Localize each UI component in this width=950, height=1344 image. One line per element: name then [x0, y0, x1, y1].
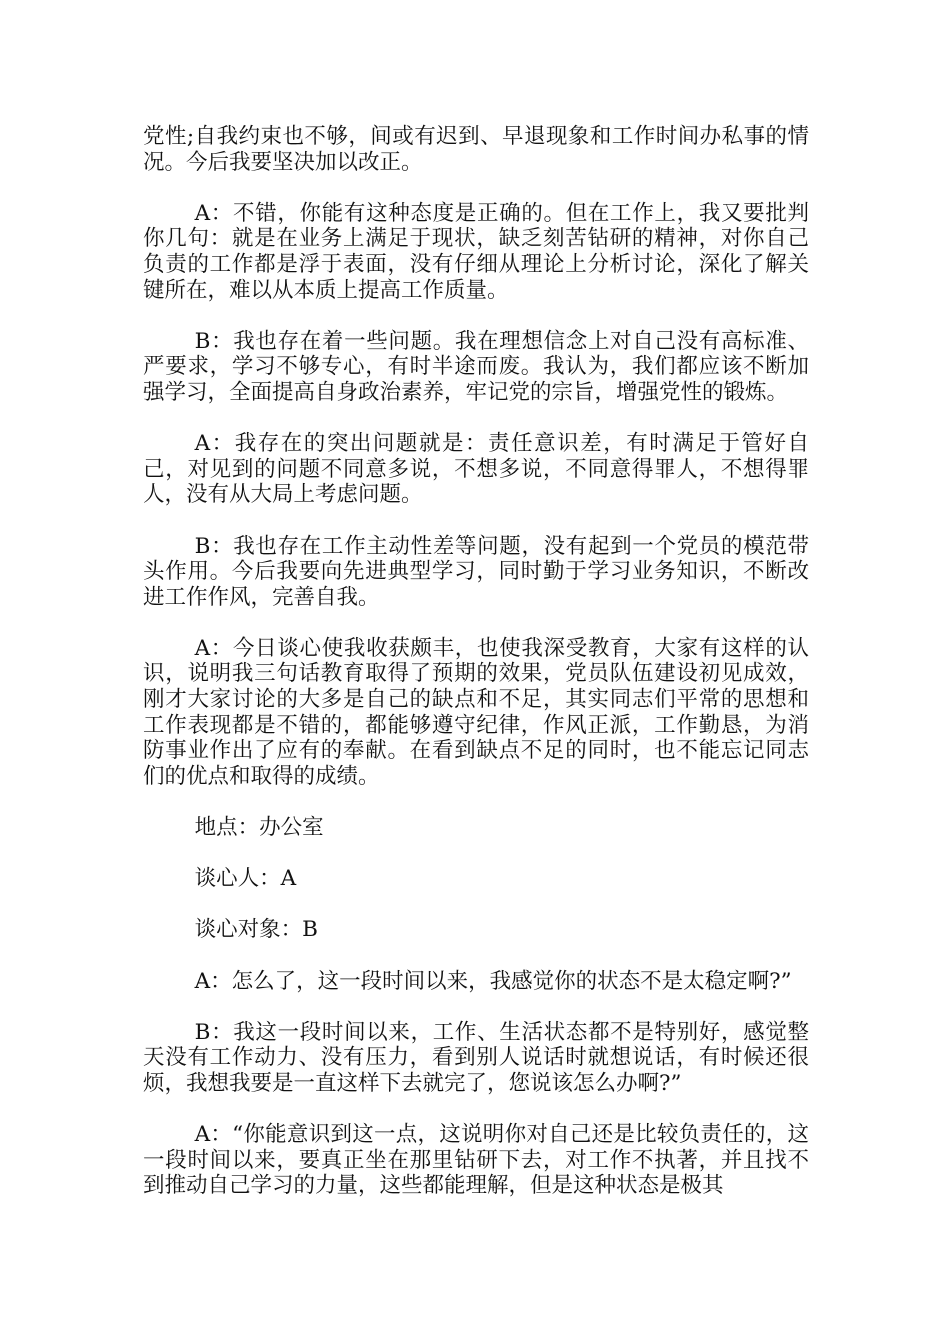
paragraph-12: A：“你能意识到这一点，这说明你对自己还是比较负责任的，这一段时间以来，要真正坐在那里钻研下去，对工作不执著，并且找不到推动自己学习的力量，这些都能理解，但是这种状态是极其: [143, 1122, 809, 1199]
paragraph-10: A：怎么了，这一段时间以来，我感觉你的状态不是太稳定啊?”: [194, 968, 792, 994]
paragraph-1: 党性;自我约束也不够，间或有迟到、早退现象和工作时间办私事的情况。今后我要坚决加以改正。: [143, 124, 809, 175]
paragraph-4: A：我存在的突出问题就是：责任意识差，有时满足于管好自己，对见到的问题不同意多说，不想多说，不同意得罪人，不想得罪人，没有从大局上考虑问题。: [143, 431, 809, 508]
paragraph-2: A：不错，你能有这种态度是正确的。但在工作上，我又要批判你几句：就是在业务上满足于现状，缺乏刻苦钻研的精神，对你自己负责的工作都是浮于表面，没有仔细从理论上分析讨论，深化了解关键所在，难以从本质上提高工作质量。: [143, 200, 809, 303]
document-page: [143, 124, 809, 1225]
paragraph-3: B：我也存在着一些问题。我在理想信念上对自己没有高标准、严要求，学习不够专心，有时半途而废。我认为，我们都应该不断加强学习，全面提高自身政治素养，牢记党的宗旨，增强党性的锻炼。: [143, 328, 809, 405]
paragraph-11: B：我这一段时间以来，工作、生活状态都不是特别好，感觉整天没有工作动力、没有压力，看到别人说话时就想说话，有时候还很烦，我想我要是一直这样下去就完了，您说该怎么办啊?”: [143, 1019, 809, 1096]
paragraph-6: A：今日谈心使我收获颇丰，也使我深受教育，大家有这样的认识，说明我三句话教育取得了预期的效果，党员队伍建设初见成效，刚才大家讨论的大多是自己的缺点和不足，其实同志们平常的思想和工作表现都是不错的，都能够遵守纪律，作风正派，工作勤恳，为消防事业作出了应有的奉献。在看到缺点不足的同时，也不能忘记同志们的优点和取得的成绩。: [143, 635, 809, 789]
talker-line: 谈心人：A: [194, 866, 297, 892]
talk-target-line: 谈心对象：B: [194, 917, 318, 943]
paragraph-5: B：我也存在工作主动性差等问题，没有起到一个党员的模范带头作用。今后我要向先进典型学习，同时勤于学习业务知识，不断改进工作作风，完善自我。: [143, 533, 809, 610]
location-line: 地点：办公室: [194, 815, 324, 841]
